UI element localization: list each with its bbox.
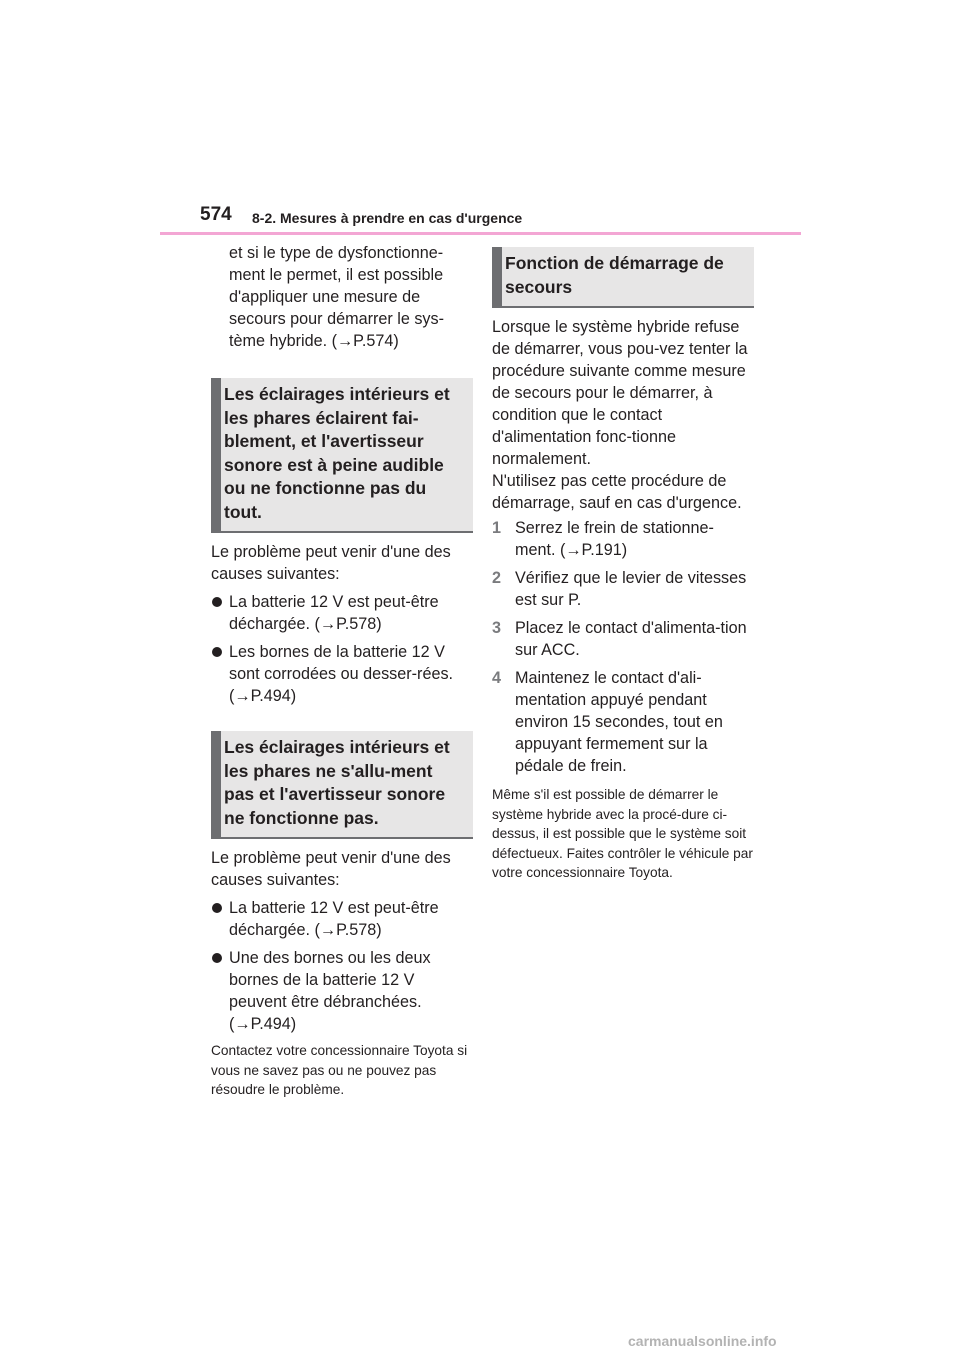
note-text: Même s'il est possible de démarrer le système hybride avec la procé-dure ci-dessus, il est possible que le système soit défectueux. Faites contrôler le véhicule par votre concessionnaire Toyota. xyxy=(492,787,753,880)
bullet-icon xyxy=(212,647,222,657)
step-item xyxy=(492,517,754,561)
section-lead: Le problème peut venir d'une des causes suivantes: xyxy=(211,849,451,889)
intro-paragraph: et si le type de dysfonctionne-ment le permet, il est possible d'appliquer une mesure de secours pour démarrer le sys-tème hybride. (→P.574) xyxy=(229,244,445,350)
paragraph: N'utilisez pas cette procédure de démarrage, sauf en cas d'urgence. xyxy=(492,472,742,512)
list-item xyxy=(211,641,473,707)
list-item-text: La batterie 12 V est peut-être déchargée. (→P.578) xyxy=(229,593,439,633)
step-item xyxy=(492,567,754,611)
right-column xyxy=(492,247,754,883)
list-item xyxy=(211,591,473,635)
step-number: 2 xyxy=(492,569,502,587)
header-rule xyxy=(160,232,801,235)
page-number: 574 xyxy=(200,204,232,225)
bullet-icon xyxy=(212,953,222,963)
step-number: 3 xyxy=(492,619,502,637)
chapter-title: 8-2. Mesures à prendre en cas d'urgence xyxy=(252,210,523,226)
section-heading-no-lights: Les éclairages intérieurs et les phares ne s'allu-ment pas et l'avertisseur sonore ne fonctionne pas. xyxy=(211,731,473,839)
paragraph: Lorsque le système hybride refuse de démarrer, vous pou-vez tenter la procédure suivante comme mesure de secours pour le démarrer, à condition que le contact d'alimentation fonc-tionne normalement. xyxy=(492,318,748,468)
step-item xyxy=(492,667,754,777)
list-item-text: La batterie 12 V est peut-être déchargée. (→P.578) xyxy=(229,899,439,939)
section-heading-dim-lights: Les éclairages intérieurs et les phares éclairent fai-blement, et l'avertisseur sonore est à peine audible ou ne fonctionne pas du tout. xyxy=(211,378,473,533)
step-item xyxy=(492,617,754,661)
section-heading-emergency-start: Fonction de démarrage de secours xyxy=(492,247,754,308)
step-text: Placez le contact d'alimenta-tion sur ACC. xyxy=(515,619,747,659)
step-text: Vérifiez que le levier de vitesses est sur P. xyxy=(515,569,747,609)
list-item xyxy=(211,947,473,1035)
note-text: Contactez votre concessionnaire Toyota si vous ne savez pas ou ne pouvez pas résoudre le problème. xyxy=(211,1043,468,1097)
list-item xyxy=(211,897,473,941)
list-item-text: Une des bornes ou les deux bornes de la batterie 12 V peuvent être débranchées. (→P.494) xyxy=(229,949,431,1033)
step-text: Serrez le frein de stationne-ment. (→P.191) xyxy=(515,519,714,559)
step-number: 1 xyxy=(492,519,502,537)
step-text: Maintenez le contact d'ali-mentation appuyé pendant environ 15 secondes, tout en appuyant fermement sur la pédale de frein. xyxy=(515,669,723,775)
section-lead: Le problème peut venir d'une des causes suivantes: xyxy=(211,543,451,583)
list-item-text: Les bornes de la batterie 12 V sont corrodées ou desser-rées. (→P.494) xyxy=(229,643,454,705)
step-number: 4 xyxy=(492,669,502,687)
bullet-icon xyxy=(212,597,222,607)
left-column xyxy=(211,242,473,1100)
bullet-icon xyxy=(212,903,222,913)
watermark: carmanualsonline.info xyxy=(628,1333,777,1349)
